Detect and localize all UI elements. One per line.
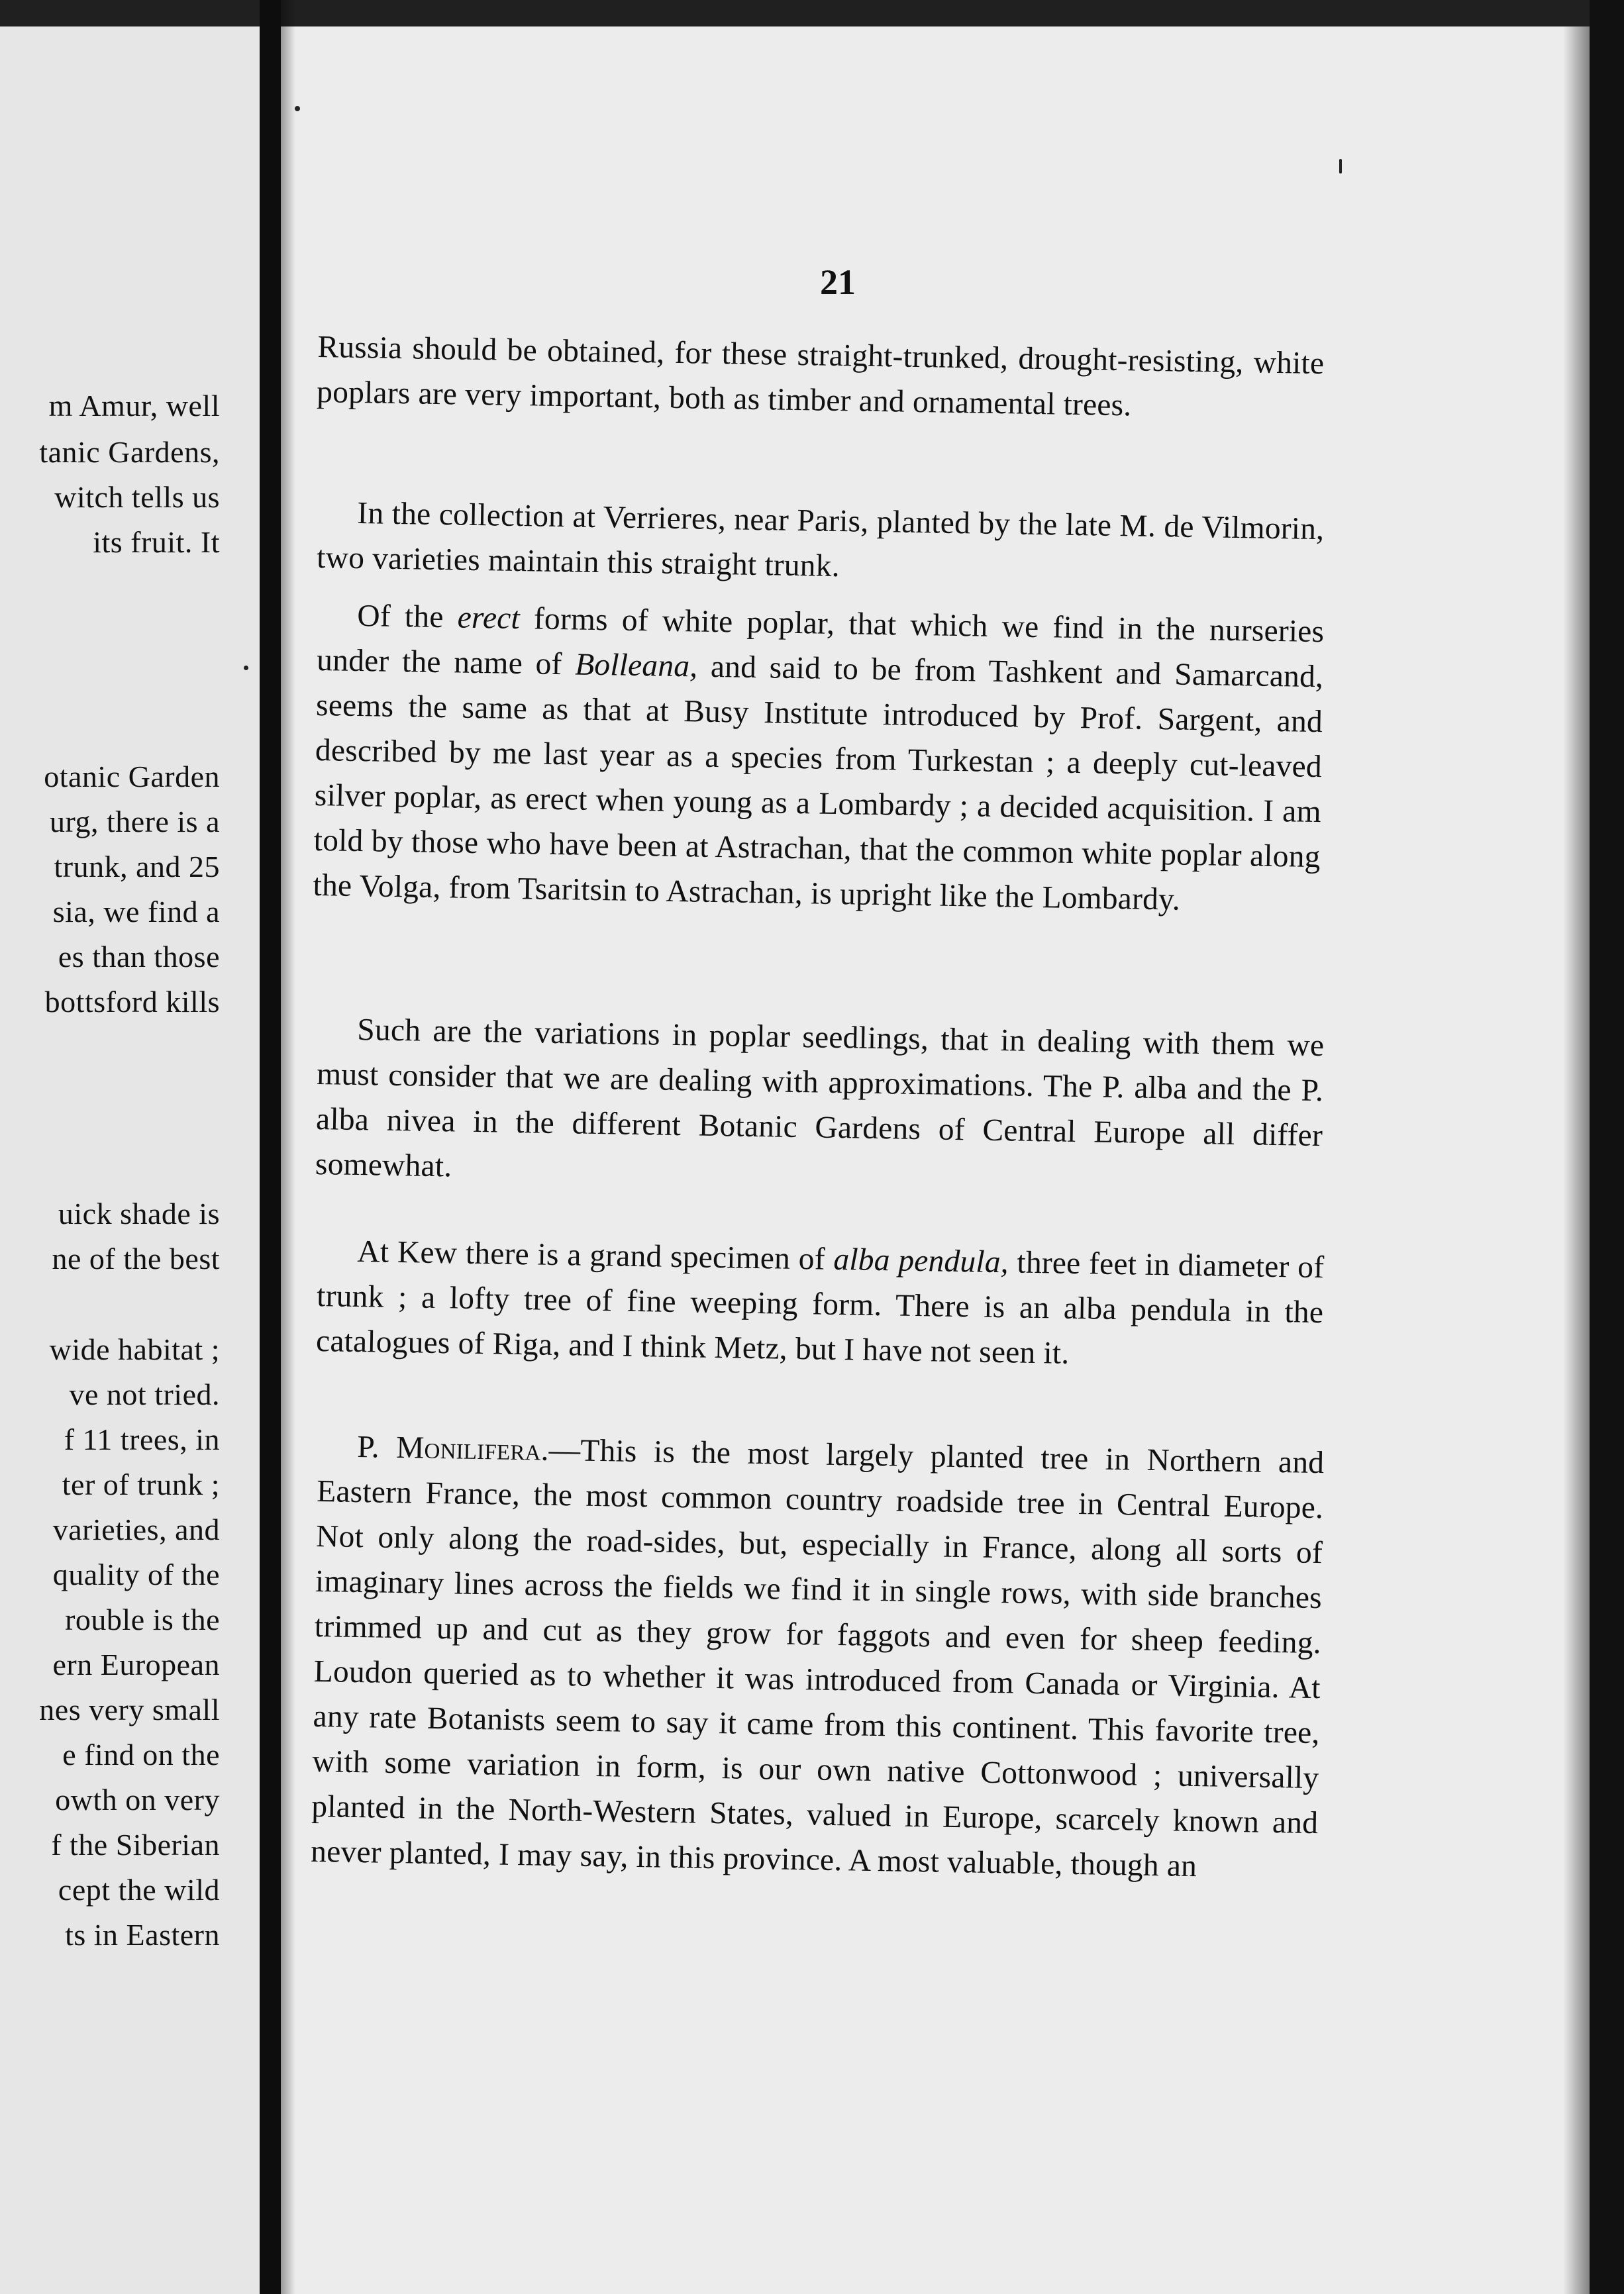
scan-speck — [1339, 159, 1342, 174]
paragraph-text: In the collection at Verrieres, near Paris, planted by the late M. de Vilmorin, two varieties maintain this straight trunk. — [316, 495, 1325, 584]
previous-page-line: ern European — [52, 1648, 220, 1681]
previous-page-line: otanic Garden — [44, 760, 220, 793]
paragraph-verrieres — [317, 490, 1325, 597]
previous-page-line: rouble is the — [65, 1603, 220, 1636]
scan-right-border — [1590, 0, 1624, 2294]
previous-page-line: tanic Gardens, — [39, 435, 220, 469]
paragraph-text: Russia should be obtained, for these straight-trunked, drought-resisting, white poplars are very important, both as timber and ornamental trees. — [316, 329, 1325, 423]
previous-page-line: varieties, and — [52, 1513, 220, 1546]
scan-top-border — [0, 0, 1624, 26]
book-gutter — [260, 0, 281, 2294]
previous-page-line: e find on the — [62, 1738, 220, 1771]
paragraph-erect-forms — [313, 593, 1325, 924]
scan-speck — [295, 106, 300, 111]
section-heading-monilifera: P. Monilifera. — [356, 1429, 550, 1468]
gutter-shadow — [281, 0, 295, 2294]
paragraph-russia — [317, 324, 1325, 431]
paragraph-text: forms of white poplar, that which we find in the nurseries under the name of — [316, 601, 1325, 682]
previous-page-line: owth on very — [55, 1783, 220, 1817]
paragraph-text: and said to be from Tashkent and Samarcand, seems the same as that at Busy Institute introduced by Prof. Sargent, and described by me last year as a species from Turkestan ; a deeply cut-leaved silver poplar, as erect when young as a Lombardy ; a decided acquisition. I am told by those who have been at Astrachan, that the common white poplar along the Volga, from Tsaritsin to Astrachan, is upright like the Lombardy. — [313, 649, 1324, 917]
previous-page-line: m Amur, well — [48, 389, 220, 423]
paragraph-text: three feet in diameter of trunk ; a lofty tree of fine weeping form. There is an alba pendula in the catalogues of Riga, and I think Metz, but I have not seen it. — [315, 1245, 1325, 1371]
italic-erect: erect — [457, 600, 521, 636]
previous-page-line: ts in Eastern — [65, 1918, 220, 1952]
paragraph-monilifera — [311, 1424, 1325, 1891]
previous-page-line: ne of the best — [52, 1242, 220, 1275]
previous-page-line: urg, there is a — [49, 805, 220, 838]
previous-page-line: sia, we find a — [52, 895, 220, 928]
paragraph-variations — [315, 1007, 1324, 1203]
italic-alba-pendula: alba pendula, — [833, 1242, 1009, 1280]
previous-page-line: es than those — [58, 940, 220, 973]
paragraph-kew — [316, 1228, 1325, 1380]
previous-page-line: nes very small — [39, 1693, 220, 1726]
previous-page-line: bottsford kills — [44, 985, 220, 1019]
previous-page-line: ter of trunk ; — [62, 1468, 220, 1501]
paragraph-text: —This is the most largely planted tree in Northern and Eastern France, the most common country roadside tree in Central Europe. Not only along the road-sides, but, especially in France, along all sorts of imaginary lines across the fields we find it in single rows, with side branches trimmed up and cut as they grow for faggots and even for sheep feeding. Loudon queried as to whether it was introduced from Canada or Virginia. At any rate Botanists seem to say it came from this continent. This favorite tree, with some variation in form, is our own native Cottonwood ; universally planted in the North-Western States, valued in Europe, scarcely known and never planted, I may say, in this province. A most valuable, though an — [310, 1432, 1325, 1884]
previous-page-line: trunk, and 25 — [54, 850, 220, 883]
previous-page-line: uick shade is — [58, 1197, 220, 1230]
previous-page-line: witch tells us — [54, 480, 220, 514]
previous-page-line: f 11 trees, in — [64, 1422, 220, 1456]
italic-bolleana: Bolleana, — [574, 647, 698, 684]
previous-page-line: quality of the — [52, 1558, 220, 1591]
previous-page-line: f the Siberian — [51, 1828, 220, 1862]
paragraph-text: At Kew there is a grand specimen of — [356, 1234, 834, 1277]
scan-speck — [244, 666, 248, 670]
previous-page-line: its fruit. It — [93, 525, 220, 559]
previous-page-line: cept the wild — [58, 1873, 220, 1907]
page-number: 21 — [820, 262, 856, 302]
previous-page-line: wide habitat ; — [49, 1332, 220, 1366]
page-edge-shadow — [1563, 26, 1590, 2294]
paragraph-text: Such are the variations in poplar seedlings, that in dealing with them we must consider that we are dealing with approximations. The P. alba and the P. alba nivea in the different Botanic Gardens of Central Europe all differ somewhat. — [315, 1012, 1325, 1184]
paragraph-text: Of the — [356, 598, 458, 635]
previous-page-fragment — [0, 26, 260, 2294]
previous-page-line: ve not tried. — [69, 1377, 220, 1411]
